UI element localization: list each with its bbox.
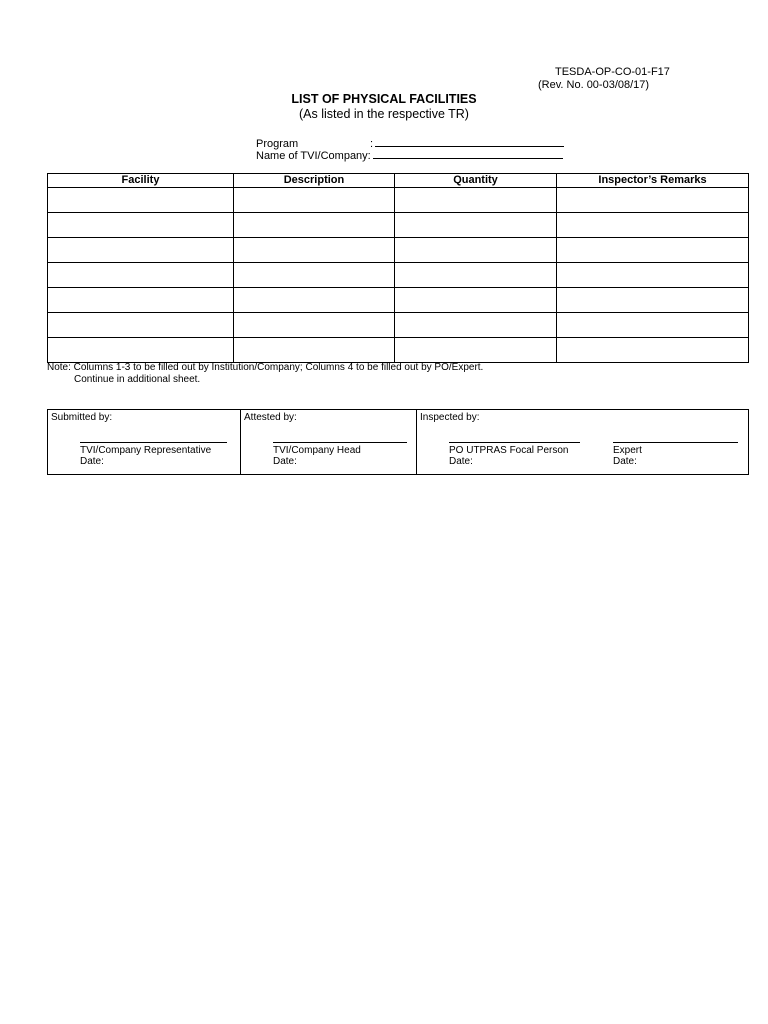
table-row	[48, 288, 749, 313]
form-title: LIST OF PHYSICAL FACILITIES	[291, 92, 477, 106]
table-cell[interactable]	[557, 213, 749, 238]
expert-date: Date:	[613, 456, 637, 467]
focal-person-date: Date:	[449, 456, 473, 467]
table-cell[interactable]	[395, 188, 557, 213]
inspected-by-section	[416, 410, 749, 474]
attested-by-date: Date:	[273, 456, 297, 467]
table-header-row	[48, 174, 749, 188]
column-header-quantity: Quantity	[395, 174, 557, 188]
focal-person-role: PO UTPRAS Focal Person	[449, 445, 569, 456]
table-row	[48, 338, 749, 363]
column-header-description: Description	[234, 174, 395, 188]
table-row	[48, 188, 749, 213]
table-cell[interactable]	[395, 263, 557, 288]
table-cell[interactable]	[557, 188, 749, 213]
expert-signature-line[interactable]	[613, 442, 738, 443]
attested-by-section	[240, 410, 416, 474]
table-cell[interactable]	[234, 238, 395, 263]
table-row	[48, 213, 749, 238]
column-header-inspector-remarks: Inspector’s Remarks	[557, 174, 749, 188]
facilities-table	[47, 173, 749, 363]
table-cell[interactable]	[48, 288, 234, 313]
table-cell[interactable]	[395, 238, 557, 263]
submitted-by-section	[48, 410, 240, 474]
revision-number: (Rev. No. 00-03/08/17)	[538, 79, 650, 91]
submitted-by-date: Date:	[80, 456, 104, 467]
table-row	[48, 313, 749, 338]
table-cell[interactable]	[395, 288, 557, 313]
document-code: TESDA-OP-CO-01-F17	[555, 66, 670, 78]
program-colon: :	[370, 138, 374, 150]
tvi-company-field	[256, 149, 563, 163]
table-row	[48, 263, 749, 288]
table-cell[interactable]	[234, 288, 395, 313]
attested-by-heading: Attested by:	[244, 412, 297, 423]
table-cell[interactable]	[48, 313, 234, 338]
table-cell[interactable]	[395, 213, 557, 238]
table-row	[48, 238, 749, 263]
note-continuation-text: Continue in additional sheet.	[74, 374, 201, 385]
table-cell[interactable]	[234, 338, 395, 363]
table-cell[interactable]	[234, 188, 395, 213]
table-cell[interactable]	[234, 213, 395, 238]
form-subtitle: (As listed in the respective TR)	[299, 107, 469, 121]
note-text: Note: Columns 1-3 to be filled out by Institution/Company; Columns 4 to be filled out by PO/Expert.	[47, 362, 484, 373]
focal-person-signature-line[interactable]	[449, 442, 580, 443]
table-cell[interactable]	[48, 263, 234, 288]
attested-by-signature-line[interactable]	[273, 442, 407, 443]
submitted-by-role: TVI/Company Representative	[80, 445, 212, 456]
table-cell[interactable]	[557, 238, 749, 263]
tvi-company-label: Name of TVI/Company:	[256, 150, 371, 162]
program-label: Program	[256, 138, 299, 150]
submitted-by-heading: Submitted by:	[51, 412, 113, 423]
table-cell[interactable]	[395, 338, 557, 363]
program-input-line[interactable]	[375, 137, 564, 147]
signature-block	[47, 409, 749, 475]
table-cell[interactable]	[48, 213, 234, 238]
attested-by-role: TVI/Company Head	[273, 445, 361, 456]
table-cell[interactable]	[557, 313, 749, 338]
inspected-by-heading: Inspected by:	[420, 412, 480, 423]
table-cell[interactable]	[557, 263, 749, 288]
table-cell[interactable]	[234, 263, 395, 288]
table-cell[interactable]	[48, 338, 234, 363]
tvi-company-input-line[interactable]	[373, 149, 563, 159]
table-cell[interactable]	[234, 313, 395, 338]
column-header-facility: Facility	[48, 174, 234, 188]
table-cell[interactable]	[557, 288, 749, 313]
table-cell[interactable]	[48, 238, 234, 263]
table-cell[interactable]	[48, 188, 234, 213]
table-cell[interactable]	[557, 338, 749, 363]
table-cell[interactable]	[395, 313, 557, 338]
submitted-by-signature-line[interactable]	[80, 442, 227, 443]
expert-role: Expert	[613, 445, 642, 456]
